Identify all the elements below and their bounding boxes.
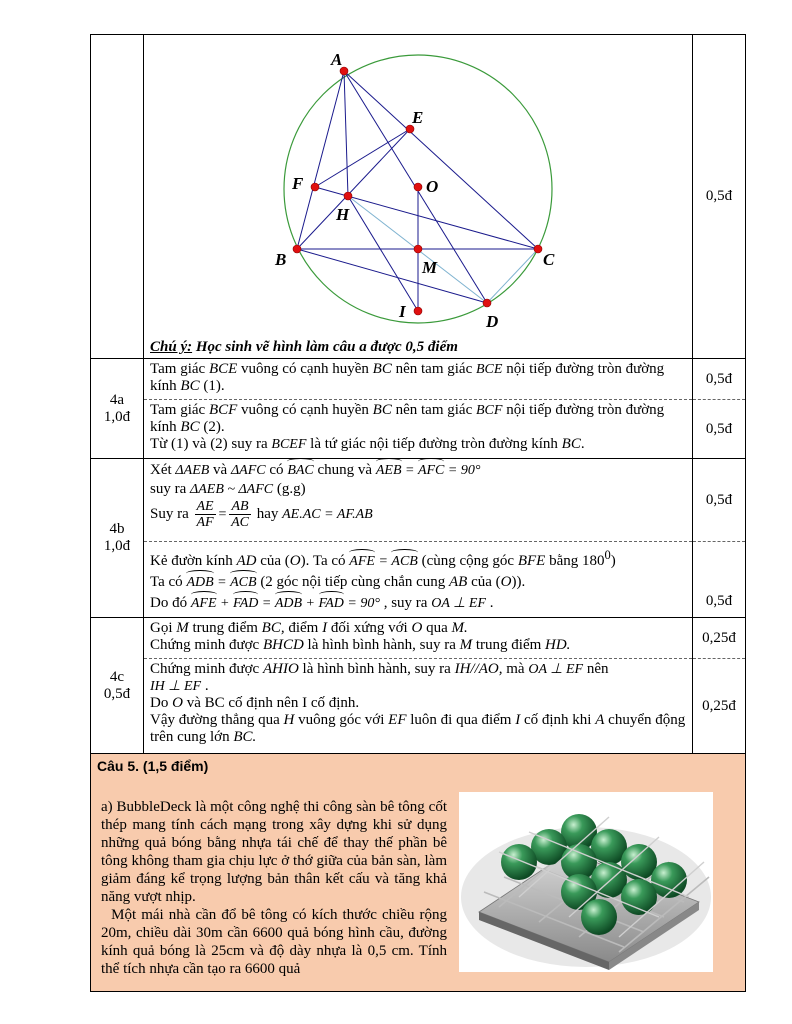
- geometry-figure: [144, 35, 694, 341]
- label-m: M: [422, 258, 438, 277]
- label-d: D: [486, 312, 499, 331]
- label-i: I: [399, 302, 406, 321]
- label-a: A: [331, 50, 343, 69]
- q4b-part2: Kẻ đườn kính AD của (O). Ta có AFE = ACB (cùng cộng góc BFE bằng $180^0$) Ta có ADB = ACB (2 góc nội tiếp cùng chắn cung AB của (O)). Do đó AFE + FAD = ADB + FAD = 90° , suy ra OA ⊥ EF .: [144, 542, 692, 617]
- label-e: E: [412, 108, 424, 127]
- q4a-part2: Tam giác BCF vuông có cạnh huyền BC nên tam giác BCF nội tiếp đường tròn đường kính BC (2). Từ (1) và (2) suy ra BCEF là tứ giác nội tiếp đường tròn đường kính BC.: [150, 402, 665, 452]
- label-f: F: [292, 174, 304, 193]
- q4b-content: [144, 459, 693, 618]
- q4a-content: [144, 359, 693, 459]
- label-h: H: [336, 205, 350, 224]
- cau5-title: Câu 5. (1,5 điểm): [97, 758, 209, 774]
- label-b: B: [275, 250, 287, 269]
- q4a-row: [91, 359, 746, 459]
- point-h: [344, 192, 352, 200]
- figure-points: 0,5đ: [693, 35, 746, 359]
- q4b-label: 4b 1,0đ: [91, 459, 144, 618]
- figure-cell: [144, 35, 693, 359]
- cau5-text: a) BubbleDeck là một công nghệ thi công sàn bê tông cốt thép mang tính cách mạng trong xây dựng khi sử dụng những quả bóng bằng nhựa tái chế để thay thế phần bê tông không tham gia chịu lực ở thớ giữa của bản sàn, làm giảm đáng kể trọng lượng bản thân kết cấu và tăng khả năng vượt nhịp. Một mái nhà cần đổ bê tông có kích thước chiều rộng 20m, chiều dài 30m cần 6600 quả bóng hình cầu, đường kính quả bóng là 25cm và độ dày nhựa là 0,5 cm. Tính thể tích nhựa cần tạo ra 6600 quả: [101, 799, 447, 977]
- point-c: [534, 245, 542, 253]
- bubbledeck-image: [459, 792, 713, 972]
- point-o: [414, 183, 422, 191]
- q4b-part1: Xét ΔAEB và ΔAFC có BAC chung và AEB = AFC = 90° suy ra ΔAEB ~ ΔAFC (g.g) Suy ra $\frac{AE}{AF}$ = $\frac{AB}{AC}$ hay AE.AC = AF.AB: [144, 459, 692, 542]
- q4c-part2: Chứng minh được AHIO là hình bình hành, suy ra IH//AO, mà OA ⊥ EF nên IH ⊥ EF . Do O và BC cố định nên I cố định. Vậy đường thẳng qua H vuông góc với EF luôn đi qua điểm I cố định khi A chuyển động trên cung lớn BC.: [150, 661, 686, 745]
- answer-sheet: [90, 34, 746, 992]
- answer-table: [90, 34, 746, 992]
- point-f: [311, 183, 319, 191]
- point-m: [414, 245, 422, 253]
- q4b-points: 0,5đ 0,5đ: [693, 459, 746, 618]
- figure-row: [91, 35, 746, 359]
- q4c-part1: Gọi M trung điểm BC, điểm I đối xứng với O qua M. Chứng minh được BHCD là hình bình hành, suy ra M trung điểm HD.: [144, 618, 692, 659]
- label-o: O: [426, 177, 439, 196]
- q4c-label: 4c 0,5đ: [91, 618, 144, 754]
- q4c-content: [144, 618, 693, 754]
- q4a-label: 4a 1,0đ: [91, 359, 144, 459]
- q4c-row: [91, 618, 746, 754]
- q4a-points: 0,5đ 0,5đ: [693, 359, 746, 459]
- cau5-row: [91, 754, 746, 992]
- bubbledeck-illustration: [459, 792, 713, 972]
- q4c-points: 0,25đ 0,25đ: [693, 618, 746, 754]
- label-c: C: [543, 250, 555, 269]
- figure-note: Chú ý: Học sinh vẽ hình làm câu a được 0,5 điểm: [150, 339, 458, 355]
- cau5-cell: [91, 754, 746, 992]
- point-b: [293, 245, 301, 253]
- q4a-part1: Tam giác BCE vuông có cạnh huyền BC nên tam giác BCE nội tiếp đường tròn đường kính BC (1).: [144, 359, 692, 400]
- point-d: [483, 299, 491, 307]
- point-i: [414, 307, 422, 315]
- q4b-row: [91, 459, 746, 618]
